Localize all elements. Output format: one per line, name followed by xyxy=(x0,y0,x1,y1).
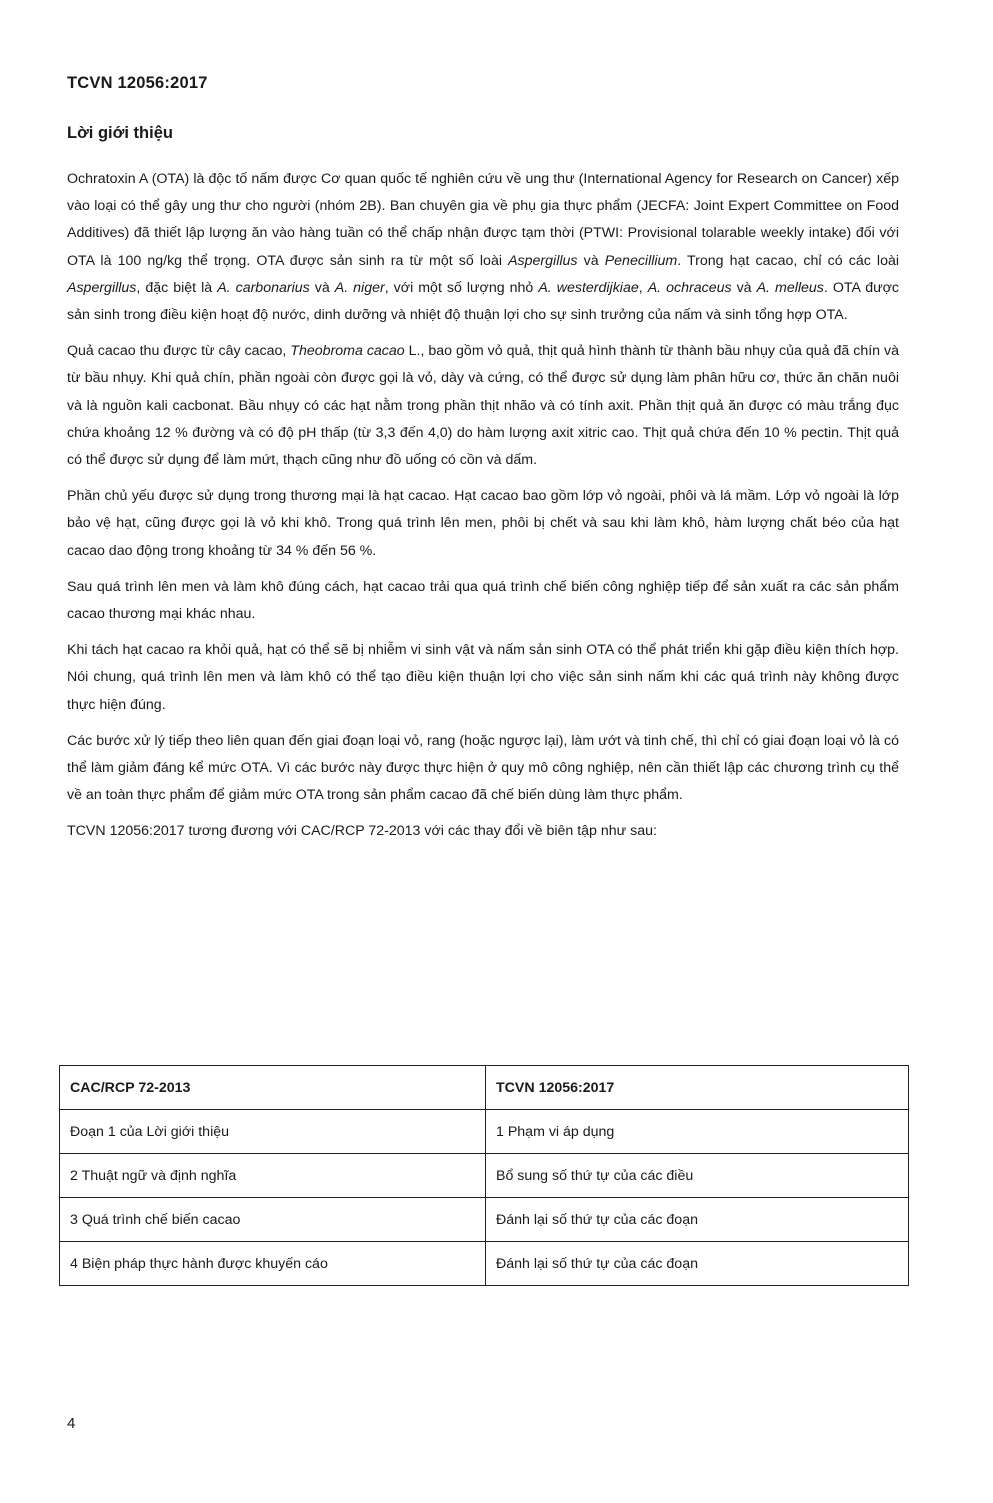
table-row xyxy=(60,1242,909,1286)
table-cell: 1 Phạm vi áp dụng xyxy=(486,1110,909,1154)
paragraph-1: Ochratoxin A (OTA) là độc tố nấm được Cơ quan quốc tế nghiên cứu về ung thư (International Agency for Research on Cancer) xếp vào loại có thể gây ung thư cho người (nhóm 2B). Ban chuyên gia về phụ gia thực phẩm (JECFA: Joint Expert Committee on Food Additives) đã thiết lập lượng ăn vào hàng tuần có thể chấp nhận được tạm thời (PTWI: Provisional tolarable weekly intake) đối với OTA là 100 ng/kg thể trọng. OTA được sản sinh ra từ một số loài Aspergillus và Penecillium. Trong hạt cacao, chỉ có các loài Aspergillus, đặc biệt là A. carbonarius và A. niger, với một số lượng nhỏ A. westerdijkiae, A. ochraceus và A. melleus. OTA được sản sinh trong điều kiện hoạt độ nước, dinh dưỡng và nhiệt độ thuận lợi cho sự sinh trưởng của nấm và sinh tổng hợp OTA. xyxy=(67,171,899,324)
table-cell: 2 Thuật ngữ và định nghĩa xyxy=(60,1154,486,1198)
table-header-cell: TCVN 12056:2017 xyxy=(486,1066,909,1110)
table-cell: Bổ sung số thứ tự của các điều xyxy=(486,1154,909,1198)
table-cell: Đánh lại số thứ tự của các đoạn xyxy=(486,1242,909,1286)
table-cell: 4 Biện pháp thực hành được khuyến cáo xyxy=(60,1242,486,1286)
editorial-changes-table xyxy=(59,1065,909,1286)
paragraph-5: Khi tách hạt cacao ra khỏi quả, hạt có thể sẽ bị nhiễm vi sinh vật và nấm sản sinh OTA có thể phát triển khi gặp điều kiện thích hợp. Nói chung, quá trình lên men và làm khô có thể tạo điều kiện thuận lợi cho việc sản sinh nấm khi các quá trình này không được thực hiện đúng. xyxy=(67,642,899,713)
table-cell: Đánh lại số thứ tự của các đoạn xyxy=(486,1198,909,1242)
table-row xyxy=(60,1154,909,1198)
standard-code-header: TCVN 12056:2017 xyxy=(67,74,208,92)
paragraph-6: Các bước xử lý tiếp theo liên quan đến giai đoạn loại vỏ, rang (hoặc ngược lại), làm ướt và tinh chế, thì chỉ có giai đoạn loại vỏ là có thể làm giảm đáng kể mức OTA. Vì các bước này được thực hiện ở quy mô công nghiệp, nên cần thiết lập các chương trình cụ thể về an toàn thực phẩm để giảm mức OTA trong sản phẩm cacao đã chế biến dùng làm thực phẩm. xyxy=(67,732,899,804)
paragraph-7: TCVN 12056:2017 tương đương với CAC/RCP 72-2013 với các thay đổi về biên tập như sau: xyxy=(67,823,657,840)
table-row xyxy=(60,1110,909,1154)
introduction-body xyxy=(67,166,899,855)
paragraph-4: Sau quá trình lên men và làm khô đúng cách, hạt cacao trải qua quá trình chế biến công nghiệp tiếp để sản xuất ra các sản phẩm cacao thương mại khác nhau. xyxy=(67,578,899,623)
table-cell: Đoạn 1 của Lời giới thiệu xyxy=(60,1110,486,1154)
table-cell: 3 Quá trình chế biến cacao xyxy=(60,1198,486,1242)
editorial-changes-table-wrapper xyxy=(59,1065,909,1286)
paragraph-2: Quả cacao thu được từ cây cacao, Theobroma cacao L., bao gồm vỏ quả, thịt quả hình thành từ thành bầu nhụy của quả đã chín và từ bầu nhụy. Khi quả chín, phần ngoài còn được gọi là vỏ, dày và cứng, có thể được sử dụng làm phân hữu cơ, thức ăn chăn nuôi và là nguồn kali cacbonat. Bầu nhụy có các hạt nằm trong phần thịt nhão và có tính axit. Phần thịt quả ăn được có màu trắng đục chứa khoảng 12 % đường và có độ pH thấp (từ 3,3 đến 4,0) do hàm lượng axit xitric cao. Thịt quả chứa đến 10 % pectin. Thịt quả có thể được sử dụng để làm mứt, thạch cũng như đồ uống có cồn và dấm. xyxy=(67,343,900,469)
table-header-cell: CAC/RCP 72-2013 xyxy=(60,1066,486,1110)
table-row xyxy=(60,1198,909,1242)
table-header-row xyxy=(60,1066,909,1110)
page-number: 4 xyxy=(67,1415,76,1432)
section-title: Lời giới thiệu xyxy=(67,124,173,142)
paragraph-3: Phần chủ yếu được sử dụng trong thương mại là hạt cacao. Hạt cacao bao gồm lớp vỏ ngoài, phôi và lá mầm. Lớp vỏ ngoài là lớp bảo vệ hạt, cũng được gọi là vỏ khi khô. Trong quá trình lên men, phôi bị chết và sau khi làm khô, hàm lượng chất béo của hạt cacao dao động trong khoảng từ 34 % đến 56 %. xyxy=(67,488,899,559)
